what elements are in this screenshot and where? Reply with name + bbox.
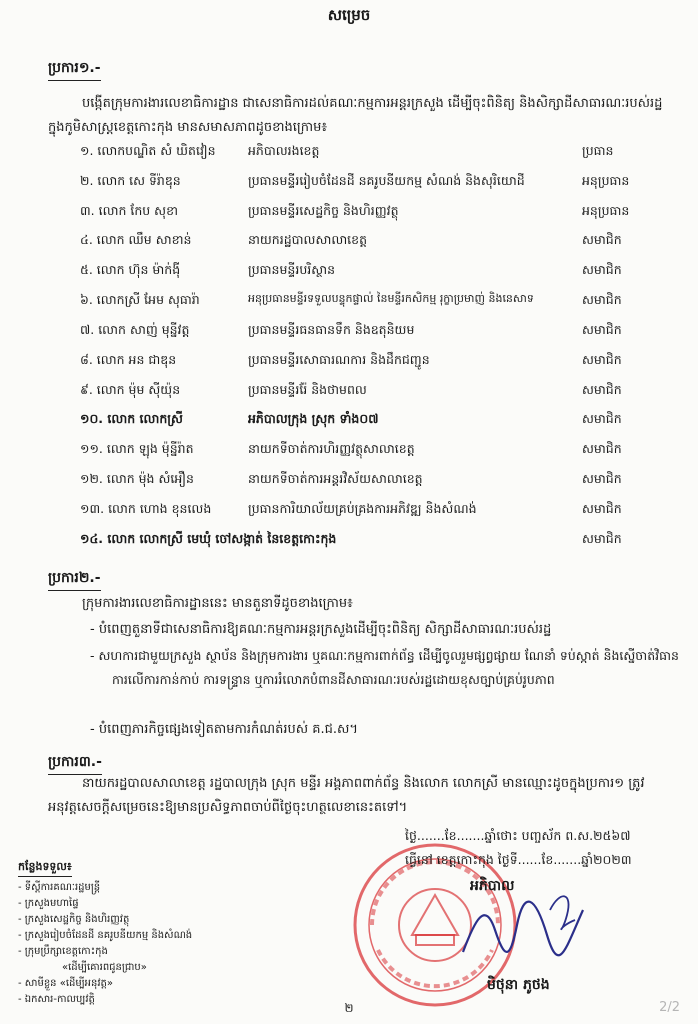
member-role: ប្រធានមន្ទីរបរិស្ថាន xyxy=(248,262,336,277)
member-role: អភិបាលរងខេត្ត xyxy=(248,143,320,158)
duty-item: - បំពេញតួនាទីជាសេនាធិការឱ្យគណៈកម្មការអន្តរក្រសួងដើម្បីចុះពិនិត្យ សិក្សាដីសាធារណៈរបស់រដ្ឋ xyxy=(90,622,552,637)
member-role: នាយករដ្ឋបាលសាលាខេត្ត xyxy=(248,232,368,247)
member-row xyxy=(80,531,670,555)
member-position: ប្រធាន xyxy=(582,143,614,158)
member-row xyxy=(80,382,670,406)
article-3-heading: ប្រការ៣.- xyxy=(48,752,102,775)
member-row xyxy=(80,471,670,495)
member-name: ៦. លោកស្រី អែម សុធារ៉ា xyxy=(80,292,200,307)
member-position: សមាជិក xyxy=(582,531,622,546)
document-title: សម្រេច xyxy=(327,6,371,24)
duty-item: - បំពេញភារកិច្ចផ្សេងទៀតតាមការកំណត់របស់ គ.ជ.ស។ xyxy=(90,722,358,737)
member-role: ប្រធានមន្ទីររ៉ែ និងថាមពល xyxy=(248,382,367,397)
recipient-item: - សាមីខ្លួន «ដើម្បីអនុវត្ត» xyxy=(18,978,114,989)
member-name: ២. លោក សេ ទីរ៉ាឌុន xyxy=(80,173,181,188)
member-role: នាយកទីចាត់ការហិរញ្ញវត្ថុសាលាខេត្ត xyxy=(248,441,415,456)
recipient-item: - ឯកសារ-កាលប្បវត្តិ xyxy=(18,994,95,1005)
duty-item: - សហការជាមួយក្រសួង ស្ថាប័ន និងក្រុមការងារ ឬគណៈកម្មការពាក់ព័ន្ធ ដើម្បីចូលរួមផ្សព្វផ្សាយ ណែនាំ ទប់ស្កាត់ និងស្នើចាត់វិធានការលើការកាន់កាប់ ការទន្ទ្រាន ឬការរំលោភបំពានដីសាធារណៈរបស់រដ្ឋដោយខុសច្បាប់គ្រប់រូបភាព xyxy=(90,648,679,687)
member-position: សមាជិក xyxy=(582,441,622,456)
member-position: សមាជិក xyxy=(582,471,622,486)
member-name: ១២. លោក ម៉ុង សំអឿន xyxy=(80,471,194,486)
member-row xyxy=(80,262,670,286)
member-row xyxy=(80,143,670,167)
member-name: ១០. លោក លោកស្រី xyxy=(80,411,183,426)
member-row xyxy=(80,203,670,227)
member-position: សមាជិក xyxy=(582,411,622,426)
member-row xyxy=(80,501,670,525)
member-role: ប្រធានការិយាល័យគ្រប់គ្រងការអភិវឌ្ឍ និងសំណង់ xyxy=(248,501,477,516)
article-2-intro: ក្រុមការងារលេខាធិការដ្ឋាននេះ មានតួនាទីដូចខាងក្រោម៖ xyxy=(82,596,353,611)
member-position: សមាជិក xyxy=(582,322,622,337)
member-name: ១៣. លោក ហោង ខុនលេង xyxy=(80,501,212,516)
member-row xyxy=(80,411,670,435)
member-position: សមាជិក xyxy=(582,262,622,277)
member-role: ប្រធានមន្ទីររៀបចំដែនដី នគរូបនីយកម្ម សំណង់ និងសុរិយោដី xyxy=(248,173,525,188)
member-position: សមាជិក xyxy=(582,352,622,367)
member-role: ប្រធានមន្ទីរសោធារណការ និងដឹកជញ្ជូន xyxy=(248,352,430,367)
recipient-item: - ក្រសួងមហាផ្ទៃ xyxy=(18,898,79,909)
member-position: សមាជិក xyxy=(582,382,622,397)
recipient-item: - ក្រុមប្រឹក្សាខេត្តកោះកុង xyxy=(18,946,108,957)
article-1-intro: បង្កើតក្រុមការងារលេខាធិការដ្ឋាន ជាសេនាធិការដល់គណៈកម្មការអន្តរក្រសួង ដើម្បីចុះពិនិត្យ និងសិក្សាដីសាធារណៈរបស់រដ្ឋ ក្នុងកូមិសាស្ត្រខេត្តកោះកុង មានសមាសភាពដូចខាងក្រោម៖ xyxy=(48,96,663,135)
member-name: ១. លោកបណ្ឌិត សំ ឃិតវៀន xyxy=(80,143,216,158)
recipients-title: កន្លែងទទួល៖ xyxy=(18,860,72,877)
recipient-item: - ក្រសួងសេដ្ឋកិច្ច និងហិរញ្ញវត្ថុ xyxy=(18,914,130,925)
handwritten-signature-icon xyxy=(455,880,595,970)
member-role: ប្រធានមន្ទីរធនធានទឹក និងឧតុនិយម xyxy=(248,322,415,337)
member-name: ៩. លោក ម៉ុម ស៊ីយ៉ុន xyxy=(80,382,181,397)
member-name: ៧. លោក សាញ់ មុន្នីវត្ត xyxy=(80,322,190,337)
place-date: ធ្វើនៅ ខេត្តកោះកុង ថ្ងៃទី......ខែ.......ឆ្នាំ២០២៣ xyxy=(405,852,632,867)
member-row xyxy=(80,441,670,465)
signer-title: អភិបាល xyxy=(470,878,515,894)
recipient-item: - ទីស្តីការគណៈរដ្ឋមន្ត្រី xyxy=(18,882,101,893)
member-row xyxy=(80,292,670,316)
member-position: សមាជិក xyxy=(582,501,622,516)
page-indicator: 2/2 xyxy=(659,1000,680,1015)
member-position: អនុប្រធាន xyxy=(582,173,630,188)
member-name: ១១. លោក ឡុង ម៉ុន្នីរ៉ាត xyxy=(80,441,194,456)
recipient-item: - ក្រសួងរៀបចំដែនដី នគរូបនីយកម្ម និងសំណង់ xyxy=(18,930,193,941)
member-position: អនុប្រធាន xyxy=(582,203,630,218)
member-name: ៥. លោក ហ៊ុន ម៉ាក់ង៉ី xyxy=(80,262,181,277)
member-name: ៣. លោក កែប សុខា xyxy=(80,203,178,218)
page-number: ២ xyxy=(344,1001,354,1015)
member-position: សមាជិក xyxy=(582,292,622,307)
article-1-heading: ប្រការ១.- xyxy=(48,58,101,81)
member-row xyxy=(80,173,670,197)
member-row xyxy=(80,352,670,376)
member-name: ១៤. លោក លោកស្រី មេឃុំ ចៅសង្កាត់ នៃខេត្តកោះកុង xyxy=(80,531,337,546)
member-position: សមាជិក xyxy=(582,232,622,247)
recipient-item: «ដើម្បីគោរពជូនជ្រាប» xyxy=(62,962,147,973)
member-role: ប្រធានមន្ទីរសេដ្ឋកិច្ច និងហិរញ្ញវត្ថុ xyxy=(248,203,399,218)
member-row xyxy=(80,322,670,346)
signer-name: មិថុនា ភូថង xyxy=(487,977,550,993)
member-role: អនុប្រធានមន្ទីរទទួលបន្ទុកផ្ទាល់ នៃមន្ទីរកសិកម្ម រុក្ខាប្រមាញ់ និងនេសាទ xyxy=(248,292,534,305)
member-name: ៤. លោក ឈឹម សាខាន់ xyxy=(80,232,192,247)
lunar-date: ថ្ងៃ.......ខែ.......ឆ្នាំថោះ បញ្ចស័ក ព.ស.២៥៦៧ xyxy=(405,828,631,843)
article-2-heading: ប្រការ២.- xyxy=(48,568,101,591)
member-name: ៨. លោក អន ជាឌុន xyxy=(80,352,177,367)
member-role: នាយកទីចាត់ការអន្តរវិស័យសាលាខេត្ត xyxy=(248,471,423,486)
article-3-text: នាយករដ្ឋបាលសាលាខេត្ត រដ្ឋបាលក្រុង ស្រុក មន្ទីរ អង្គភាពពាក់ព័ន្ធ និងលោក លោកស្រី មានឈ្មោះដូចក្នុងប្រការ១ ត្រូវអនុវត្តសេចក្ដីសម្រេចនេះឱ្យមានប្រសិទ្ធភាពចាប់ពីថ្ងៃចុះហត្ថលេខានេះតទៅ។ xyxy=(48,776,645,815)
member-row xyxy=(80,232,670,256)
member-role: អភិបាលក្រុង ស្រុក ទាំង០៧ xyxy=(248,411,379,426)
